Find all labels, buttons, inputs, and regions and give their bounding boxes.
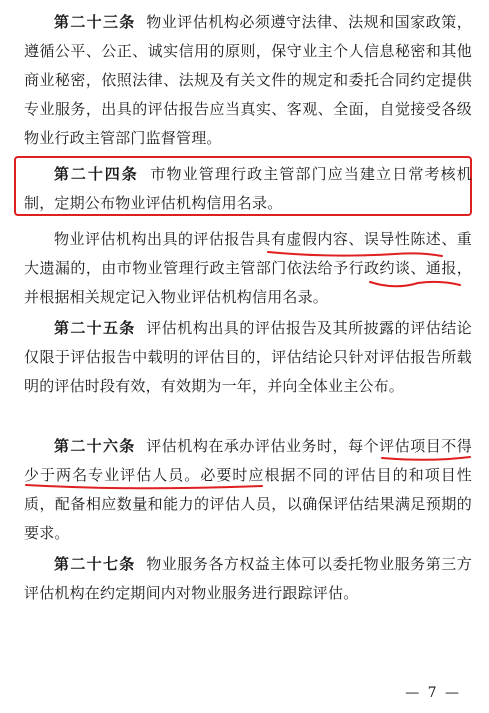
- article-23-label: 第二十三条: [54, 13, 136, 31]
- article-27-label: 第二十七条: [54, 555, 136, 573]
- article-24-p2-text-e: ，并根据相关规定记入物业评估机构信用名录。: [24, 259, 472, 306]
- article-24-second-paragraph: [24, 225, 472, 312]
- article-23-paragraph: [24, 8, 472, 153]
- article-25-paragraph: [24, 314, 472, 401]
- article-24-p2-text-a: 物业评估机构出具的评估报告具: [54, 230, 271, 248]
- article-26-text-a: 评估机构在承办评估业务时，: [146, 437, 349, 455]
- article-26-underlined-staff-requirement: 每个评估项目不得少于两名专业评估人员: [24, 437, 472, 484]
- article-24-paragraph: [24, 160, 472, 218]
- article-24-p2-underlined-false-content: 有虚假内容、误导性陈述: [270, 230, 442, 248]
- article-26-label: 第二十六条: [54, 437, 136, 455]
- article-27-paragraph: [24, 550, 472, 608]
- article-27-text: 物业服务各方权益主体可以委托物业服务第三方评估机构在约定期间内对物业服务进行跟踪评估。: [24, 555, 472, 602]
- article-24-p2-text-c: 、重大遗漏的，由市物业管理行政主管部门依法给予: [24, 230, 473, 277]
- page-number: — 7 —: [405, 685, 461, 701]
- article-26-paragraph: [24, 432, 472, 548]
- article-25-label: 第二十五条: [54, 319, 136, 337]
- article-24-text: 市物业管理行政主管部门应当建立日常考核机制，定期公布物业评估机构信用名录。: [24, 165, 472, 212]
- article-25-text: 评估机构出具的评估报告及其所披露的评估结论仅限于评估报告中载明的评估目的，评估结论只针对评估报告所载明的评估时段有效，有效期为一年，并向全体业主公布。: [24, 319, 472, 395]
- article-23-text: 物业评估机构必须遵守法律、法规和国家政策，遵循公平、公正、诚实信用的原则，保守业主个人信息秘密和其他商业秘密，依照法律、法规及有关文件的规定和委托合同约定提供专业服务，出具的评估报告应当真实、客观、全面，自觉接受各级物业行政主管部门监督管理。: [24, 13, 472, 147]
- article-24-p2-underlined-penalty: 行政约谈、通报: [348, 259, 457, 277]
- article-26-text-c: 。必要时应根据不同的评估目的和项目性质，配备相应数量和能力的评估人员，以确保评估结果满足预期的要求。: [24, 466, 472, 542]
- article-24-label: 第二十四条: [54, 165, 139, 183]
